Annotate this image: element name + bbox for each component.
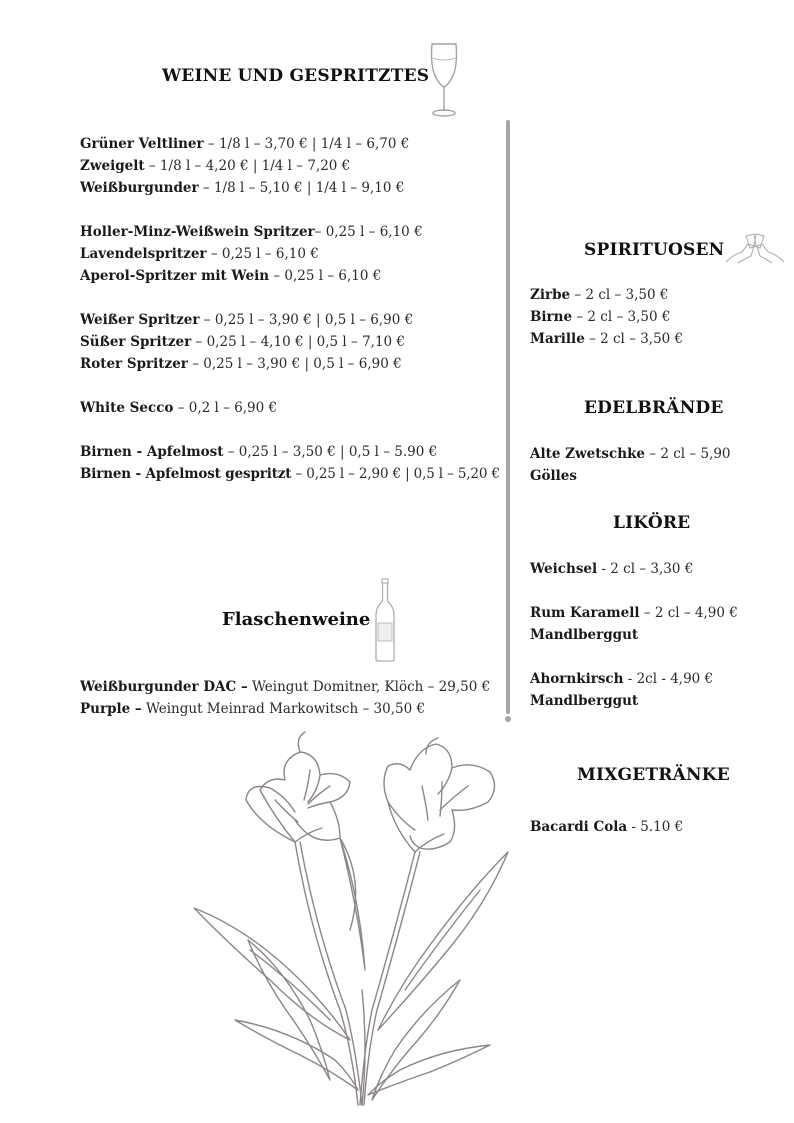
item-name: Gölles — [530, 468, 577, 484]
item-price: – 2 cl – 3,50 € — [570, 287, 669, 303]
item-name: Zweigelt — [80, 158, 145, 174]
list-item — [530, 284, 683, 306]
wine-bottle-icon — [373, 577, 397, 663]
item-name: Mandlberggut — [530, 627, 639, 643]
list-item — [80, 331, 500, 353]
wine-price-list — [80, 133, 500, 485]
item-price: – 1/8 l – 3,70 € | 1/4 l – 6,70 € — [203, 136, 410, 152]
list-item — [80, 177, 500, 199]
item-price: - 2 cl – 3,30 € — [597, 561, 694, 577]
mix-drinks-heading: MIXGETRÄNKE — [577, 765, 730, 785]
item-name: Weißburgunder — [80, 180, 199, 196]
list-item — [80, 221, 500, 243]
item-name: Birne — [530, 309, 573, 325]
item-price: – 2 cl – 4,90 € — [639, 605, 738, 621]
item-name: Zirbe — [530, 287, 571, 303]
list-item — [80, 243, 500, 265]
item-price: – 0,25 l – 3,90 € | 0,5 l – 6,90 € — [199, 312, 414, 328]
item-price: - 2cl - 4,90 € — [623, 671, 714, 687]
wine-section-heading: WEINE UND GESPRITZTES — [162, 66, 430, 86]
item-name: Purple – — [80, 701, 142, 717]
item-name: Marille — [530, 331, 585, 347]
column-divider — [506, 120, 510, 714]
item-name: White Secco — [80, 400, 174, 416]
list-item — [80, 309, 500, 331]
spirits-list — [530, 284, 683, 350]
item-name: Birnen - Apfelmost gespritzt — [80, 466, 292, 482]
list-item — [530, 306, 683, 328]
list-item — [80, 265, 500, 287]
list-item — [530, 558, 738, 580]
list-item — [80, 397, 500, 419]
list-item — [530, 443, 731, 465]
list-item — [80, 676, 490, 698]
item-name: Alte Zwetschke — [530, 446, 646, 462]
item-name: Weichsel — [530, 561, 598, 577]
liqueur-heading: LIKÖRE — [613, 513, 691, 533]
item-price: – 0,25 l – 4,10 € | 0,5 l – 7,10 € — [191, 334, 406, 350]
list-item — [80, 133, 500, 155]
item-price: – 0,25 l – 6,10 € — [269, 268, 382, 284]
item-price: – 1/8 l – 5,10 € | 1/4 l – 9,10 € — [198, 180, 405, 196]
list-item — [530, 816, 683, 838]
item-price: – 0,25 l – 3,90 € | 0,5 l – 6,90 € — [187, 356, 402, 372]
item-price: Weingut Domitner, Klöch – 29,50 € — [247, 679, 491, 695]
divider-end-dot — [505, 716, 511, 722]
item-name: Lavendelspritzer — [80, 246, 207, 262]
item-price: – 0,25 l – 6,10 € — [314, 224, 423, 240]
most-group — [80, 441, 500, 485]
item-name: Süßer Spritzer — [80, 334, 192, 350]
list-item — [530, 328, 683, 350]
item-price: – 0,25 l – 2,90 € | 0,5 l – 5,20 € — [291, 466, 500, 482]
mix-drinks-list — [530, 816, 683, 838]
list-item — [530, 690, 738, 712]
secco-group — [80, 397, 500, 419]
list-item — [530, 465, 731, 487]
item-name: Ahornkirsch — [530, 671, 624, 687]
item-name: Holler-Minz-Weißwein Spritzer — [80, 224, 315, 240]
spirits-heading: SPIRITUOSEN — [584, 240, 725, 260]
wine-group — [80, 133, 500, 199]
item-price: – 2 cl – 3,50 € — [572, 309, 671, 325]
lily-flower-illustration — [190, 730, 520, 1115]
item-price: – 1/8 l – 4,20 € | 1/4 l – 7,20 € — [144, 158, 351, 174]
item-price: – 2 cl – 3,50 € — [584, 331, 684, 347]
item-price: – 2 cl – 5,90 — [645, 446, 731, 462]
list-item — [530, 624, 738, 646]
list-item — [530, 602, 738, 624]
list-item — [80, 698, 490, 720]
bottle-wine-heading: Flaschenweine — [222, 609, 371, 630]
list-item — [80, 353, 500, 375]
spritzer-group — [80, 221, 500, 287]
item-name: Roter Spritzer — [80, 356, 188, 372]
item-name: Rum Karamell — [530, 605, 640, 621]
list-item — [530, 668, 738, 690]
item-name: Birnen - Apfelmost — [80, 444, 224, 460]
toast-glasses-icon — [724, 232, 786, 264]
list-item — [80, 441, 500, 463]
item-price: – 0,25 l – 6,10 € — [206, 246, 319, 262]
item-name: Bacardi Cola — [530, 819, 628, 835]
item-price: Weingut Meinrad Markowitsch – 30,50 € — [141, 701, 426, 717]
item-name: Weißer Spritzer — [80, 312, 200, 328]
bottle-wine-list — [80, 676, 490, 720]
item-price: – 0,25 l – 3,50 € | 0,5 l – 5.90 € — [223, 444, 438, 460]
item-name: Weißburgunder DAC – — [80, 679, 248, 695]
brandy-heading: EDELBRÄNDE — [584, 398, 724, 418]
list-item — [80, 463, 500, 485]
classic-spritzer-group — [80, 309, 500, 375]
wine-glass-icon — [426, 40, 462, 120]
brandy-list — [530, 443, 731, 487]
item-name: Mandlberggut — [530, 693, 639, 709]
item-price: – 0,2 l – 6,90 € — [173, 400, 278, 416]
item-name: Grüner Veltliner — [80, 136, 204, 152]
liqueur-list — [530, 558, 738, 712]
item-price: - 5.10 € — [627, 819, 684, 835]
list-item — [80, 155, 500, 177]
item-name: Aperol-Spritzer mit Wein — [80, 268, 270, 284]
